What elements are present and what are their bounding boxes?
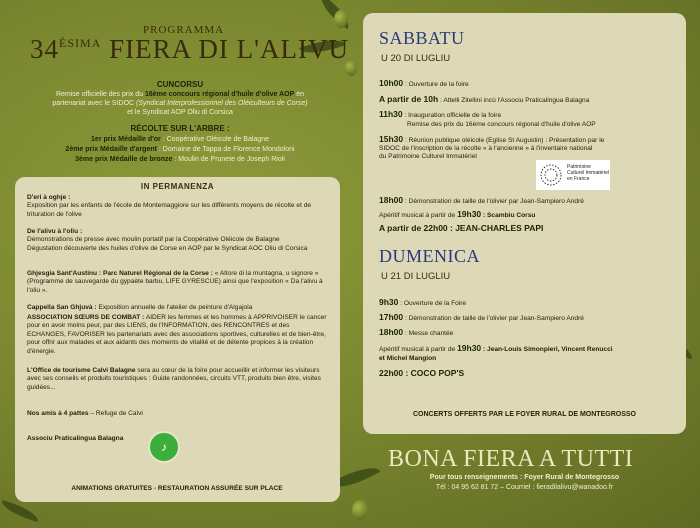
event-time: 19h30 [457,209,482,219]
prize-winner: : Domaine de Tappa de Florence Mondoloni [156,146,295,153]
event-text: du Patrimoine Culturel Immatériel [379,153,477,160]
aperitif-row [379,344,679,354]
event-text: : Inauguration officielle de la foire [402,112,502,119]
dumenica-heading: DUMENICA [379,246,480,266]
event-text: Remise des prix du 16ème concours régional d'huile d'olive AOP [407,121,596,128]
text-bold: 16ème concours régional d'huile d'olive AOP [144,91,295,98]
event-time: 17h00 [379,312,404,322]
page-title [30,34,349,65]
event-time: 15h30 [379,134,404,144]
concert-headliner: 22h00 : COCO POP'S [379,368,465,378]
concerts-note: CONCERTS OFFERTS PAR LE FOYER RURAL DE MONTEGROSSO [413,411,636,418]
event-text: : Réunion publique oléicole (Eglise St Augustin) : Présentation par le [403,137,605,144]
event-text: : Jean-Louis Simonpieri, Vincent Renucci [481,346,613,353]
event-row [379,328,679,338]
block-heading: Associu Praticalingua Balagna [27,435,124,442]
text: Remise officielle des prix du [55,91,145,98]
event-time: 9h30 [379,297,399,307]
concert-headliner: A partir de 22h00 : JEAN-CHARLES PAPI [379,223,544,233]
event-time: 18h00 [379,195,404,205]
event-text: : Ouverture de la Foire [398,300,467,307]
info-line: Pour tous renseignements : Foyer Rural de Montegrosso [429,474,620,481]
concorsu-line3: et le Syndicat AOP Oliu di Corsica [127,109,233,116]
event-row [379,153,679,161]
prize-3 [8,155,352,164]
event-time: 11h30 [379,109,403,119]
event-text: Apéritif musical à partir de [379,212,458,219]
concorsu-heading: CUNCORSU [156,80,204,89]
contact-line: Tél : 04 95 62 81 72 – Courriel : fieradilalivu@wanadoo.fr [435,484,614,491]
patrimoine-label: Patrimoine Culturel Immatériel en France [567,164,609,182]
event-row [379,135,679,145]
event-row [407,121,700,129]
text: partenariat avec le SIDOC [52,100,137,107]
block-text: sera au cœur de la foire pour accueillir et informer les visiteurs avec ses conseils et produits touristiques : Guide randonnées, circuits VTT, produits bien être, visites guidées... [27,367,321,391]
edition-number: 34 [30,34,59,64]
text-italic: (Syndicat Interprofessionnel des Oléiculteurs de Corse) [136,100,308,107]
aperitif-row-cont [379,355,679,363]
event-text: : Démonstration de taille de l'olivier par Jean-Sampiero André [403,315,584,322]
patrimoine-logo [536,160,610,190]
footer-text: ANIMATIONS GRATUITES - RESTAURATION ASSURÉE SUR PLACE [71,485,283,492]
event-row [379,110,679,120]
permanenza-title: IN PERMANENZA [140,182,215,191]
block-text: – Refuge de Calvi [88,410,143,417]
speech-bubble-icon: ♪ [161,440,167,454]
aperitif-row [379,210,679,220]
block-heading: ASSOCIATION SŒURS DE COMBAT : [27,314,145,321]
sabbatu-date: U 20 DI LUGLIU [381,53,451,64]
schedule-panel [363,13,686,434]
block-heading: Nos amis à 4 pattes [27,410,89,417]
event-time: A partir de 10h [379,94,439,104]
event-time: 18h00 [379,327,404,337]
event-text: : Scambiu Corsu [481,212,536,219]
prize-2 [8,145,352,154]
event-time: 10h00 [379,78,404,88]
arbre-heading: RÉCOLTE SUR L'ARBRE : [130,124,230,133]
oghje-block [27,194,327,219]
block-heading: D'eri à oghje : [27,194,71,201]
fair-name: FIERA DI L'ALIVU [109,34,349,64]
event-row [379,196,679,206]
block-text: Exposition par les enfants de l'école de Montemaggiore sur les différents moyens de récolte et de trituration de l'olive [27,202,312,218]
event-row [379,145,679,153]
praticalingua-logo [148,431,180,463]
parc-block [27,270,327,295]
prize-1 [8,135,352,144]
event-text: : Démonstration de taille de l'olivier par Jean-Sampiero André [403,198,584,205]
event-row [379,313,679,323]
block-text: Dégustation découverte des huiles d'olive de Corse en AOP par le Syndicat AOC Oliu di Corsica [27,244,308,252]
edition-suffix: ÈSIMA [59,36,102,50]
event-text: et Michel Mangion [379,355,437,362]
event-text: : Messe chantée [403,330,454,337]
event-text: SIDOC de l'inscription de la récolte « à l'ancienne » à l'inventaire national [379,145,593,152]
event-row [379,298,679,308]
oliu-block [27,228,327,253]
prize-title: 1er prix Médaille d'or [91,136,161,143]
event-row [379,95,679,105]
event-text: Apéritif musical à partir de [379,346,458,353]
combat-block [27,314,327,356]
tourisme-block [27,367,327,392]
olive-fruit-decoration [352,500,368,520]
prize-winner: : Moulin de Prunete de Joseph Rioli [172,156,285,163]
prize-title: 2ème prix Médaille d'argent [65,146,157,153]
dumenica-date: U 21 DI LUGLIU [381,271,451,282]
event-text: : Attelli Zitellini incù l'Associu Praticalingua Balagna [438,97,590,104]
block-heading: L'Office de tourisme Calvi Balagne [27,367,136,374]
block-heading: Ghjesgia Sant'Austinu : Parc Naturel Régional de la Corse : [27,270,213,277]
concorsu-line2 [8,99,352,108]
event-row [379,79,679,89]
prize-title: 3ème prix Médaille de bronze [75,156,173,163]
block-heading: De l'alivu à l'oliu : [27,228,83,235]
programma-label: PROGRAMMA [143,24,225,36]
amis-block [27,410,327,418]
block-text: Démonstrations de presse avec moulin portatif par la Coopérative Oléicole de Balagne [27,236,280,244]
patrimoine-dots-icon [536,160,566,190]
block-text: « Altore di la muntagna, u signore » (Programme de sauvegarde du gypaète barbu, LIFE GYRESCUE) ainsi que l'exposition « Da l'alivu à l'oliu ». [27,270,323,294]
bona-fiera-title: BONA FIERA A TUTTI [388,446,634,472]
animations-footer [27,485,327,493]
text: en [294,91,305,98]
concorsu-line1 [8,90,352,99]
event-time: 19h30 [457,343,482,353]
cappella-block [27,304,327,312]
prize-winner: : Coopérative Oléicole de Balagne [160,136,269,143]
sabbatu-heading: SABBATU [379,28,465,48]
event-text: : Ouverture de la foire [403,81,469,88]
block-text: Exposition annuelle de l'atelier de peinture d'Algajola [96,304,253,311]
header-section [0,0,360,176]
block-heading: Cappella San Ghjuvà : [27,304,97,311]
block-text: AIDER les femmes et les hommes à APPRIVOISER le cancer pour en avoir moins peur, par des LIENS, de l'INFORMATION, des RENCONTRES et des ECHANGES, FAVORISER les partenariats avec des associations sportives, culturelles et de bien-être, pour offrir aux malades et aux aidants des moments de vitalité et de détente propices à la création d'énergie. [27,314,327,355]
olive-leaf-decoration [0,500,41,522]
